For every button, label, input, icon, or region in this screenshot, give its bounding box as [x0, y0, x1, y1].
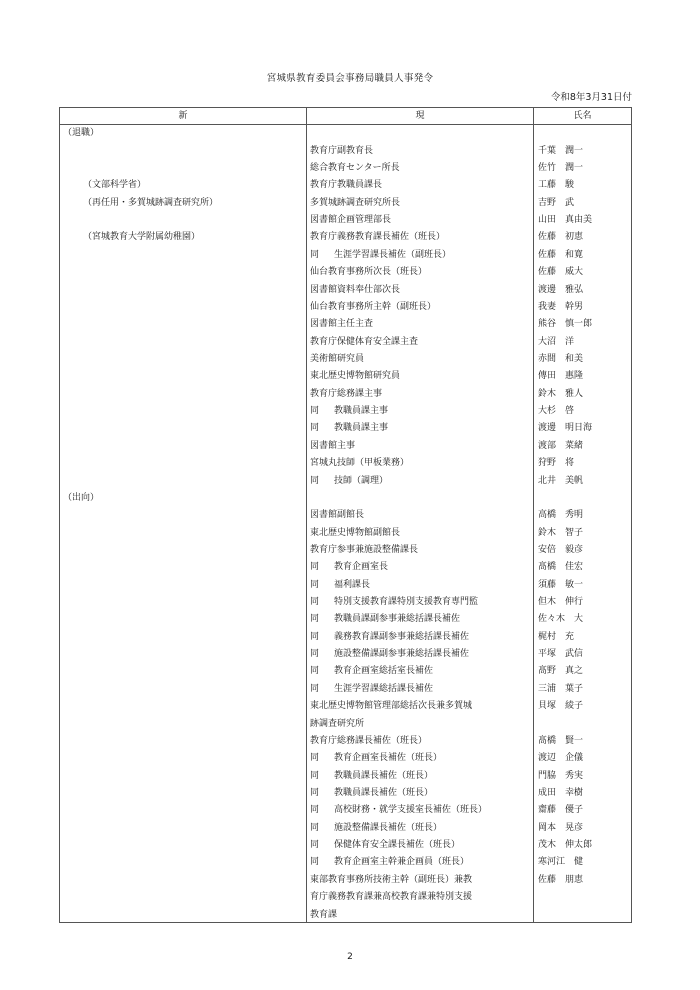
cell-person-name: 須藤 敏一	[538, 579, 584, 590]
current-position-text: 教育企画室長補佐（班長）	[334, 753, 443, 764]
table-row	[60, 143, 631, 160]
current-position-text: 図書館主任主査	[310, 319, 374, 330]
cell-current-position	[310, 802, 534, 819]
cell-current-position	[310, 611, 534, 628]
cell-current-position	[310, 438, 534, 455]
issue-date: 令和8年3月31日付	[550, 92, 632, 103]
table-row	[60, 438, 631, 455]
cell-person-name: 大沼 洋	[538, 336, 575, 347]
table-row	[60, 473, 631, 490]
table-row	[60, 177, 631, 194]
page-number: 2	[347, 952, 353, 962]
cell-current-position	[310, 247, 534, 264]
cell-person-name: 熊谷 慎一郎	[538, 319, 593, 330]
current-position-text: 高校財務・就学支援室長補佐（班長）	[334, 805, 488, 816]
cell-current-position	[310, 820, 534, 837]
current-position-text: 育庁義務教育課兼高校教育課兼特別支援	[310, 892, 473, 903]
cell-current-position	[310, 733, 534, 750]
current-position-text: 義務教育課副参事兼総括課長補佐	[334, 631, 470, 642]
header-name: 氏名	[573, 111, 592, 121]
ditto-mark: 同	[310, 840, 320, 851]
table-row	[60, 854, 631, 871]
table-row	[60, 750, 631, 767]
cell-person-name: 渡邊 明日海	[538, 423, 593, 434]
cell-person-name: 齋藤 優子	[538, 805, 584, 816]
ditto-mark: 同	[310, 805, 320, 816]
ditto-mark: 同	[310, 406, 320, 417]
cell-current-position	[310, 750, 534, 767]
table-row	[60, 820, 631, 837]
current-position-text: 多賀城跡調査研究所長	[310, 197, 401, 208]
table-row	[60, 368, 631, 385]
cell-current-position	[310, 716, 534, 733]
current-position-text: 教育課	[310, 909, 338, 920]
current-position-text: 教育企画室長	[334, 562, 389, 573]
cell-current-position	[310, 542, 534, 559]
ditto-mark: 同	[310, 475, 320, 486]
ditto-mark: 同	[310, 770, 320, 781]
cell-current-position	[310, 316, 534, 333]
cell-person-name: 佐藤 威大	[538, 267, 584, 278]
table-row	[60, 577, 631, 594]
cell-new-position: （文部科学省）	[83, 180, 147, 191]
table-row	[60, 663, 631, 680]
cell-current-position	[310, 559, 534, 576]
table-row	[60, 455, 631, 472]
cell-person-name: 工藤 駿	[538, 180, 575, 191]
cell-current-position	[310, 629, 534, 646]
cell-person-name: 赤間 和美	[538, 354, 584, 364]
table-row	[60, 264, 631, 281]
cell-person-name: 門脇 秀実	[538, 770, 584, 781]
cell-person-name: 我妻 幹男	[538, 301, 584, 312]
table-row	[60, 525, 631, 542]
current-position-text: 生涯学習課総括課長補佐	[334, 683, 434, 694]
personnel-table	[59, 107, 632, 923]
cell-person-name: 渡邊 雅弘	[538, 284, 584, 295]
cell-person-name: 北井 美帆	[538, 475, 584, 486]
cell-current-position	[310, 334, 534, 351]
cell-person-name: 傳田 惠隆	[538, 371, 584, 382]
cell-person-name: 渡部 菜緒	[538, 440, 584, 451]
document-title: 宮城県教育委員会事務局職員人事発令	[266, 73, 434, 84]
cell-person-name: 山田 真由美	[538, 215, 593, 226]
cell-current-position	[310, 403, 534, 420]
ditto-mark: 同	[310, 249, 320, 260]
cell-current-position	[310, 455, 534, 472]
cell-current-position	[310, 229, 534, 246]
current-position-text: 保健体育安全課長補佐（班長）	[334, 840, 461, 851]
current-position-text: 図書館副館長	[310, 510, 365, 521]
cell-person-name: 狩野 将	[538, 458, 575, 469]
cell-current-position	[310, 177, 534, 194]
ditto-mark: 同	[310, 666, 320, 677]
ditto-mark: 同	[310, 579, 320, 590]
table-row	[60, 247, 631, 264]
cell-person-name: 三浦 葉子	[538, 683, 584, 694]
cell-person-name: 吉野 武	[538, 197, 575, 208]
cell-current-position	[310, 594, 534, 611]
current-position-text: 福利課長	[334, 579, 371, 590]
table-row	[60, 282, 631, 299]
table-row	[60, 785, 631, 802]
cell-new-position: （宮城教育大学附属幼稚園）	[83, 232, 201, 243]
current-position-text: 教育庁総務課主事	[310, 388, 383, 399]
cell-person-name: 平塚 武信	[538, 649, 584, 660]
current-position-text: 図書館主事	[310, 440, 356, 451]
table-row	[60, 542, 631, 559]
current-position-text: 技師（調理）	[334, 475, 389, 486]
current-position-text: 仙台教育事務所主幹（副班長）	[310, 301, 437, 312]
cell-person-name: 髙橋 佳宏	[538, 562, 584, 573]
table-header	[60, 108, 631, 125]
current-position-text: 教育庁総務課長補佐（班長）	[310, 735, 428, 746]
cell-person-name: 鈴木 智子	[538, 527, 584, 538]
table-row	[60, 351, 631, 368]
header-current: 現	[415, 111, 425, 121]
cell-current-position	[310, 507, 534, 524]
cell-person-name: 髙野 真之	[538, 666, 584, 677]
table-row	[60, 490, 631, 507]
cell-person-name: 髙橋 賢一	[538, 735, 584, 746]
cell-current-position	[310, 386, 534, 403]
table-row	[60, 837, 631, 854]
current-position-text: 教育庁教職員課長	[310, 180, 383, 191]
cell-current-position	[310, 264, 534, 281]
cell-new-position: （出向）	[63, 492, 100, 503]
current-position-text: 総合教育センター所長	[310, 163, 400, 174]
table-row	[60, 646, 631, 663]
current-position-text: 施設整備課副参事兼総括課長補佐	[334, 649, 470, 660]
current-position-text: 施設整備課長補佐（班長）	[334, 822, 443, 833]
ditto-mark: 同	[310, 614, 320, 625]
cell-current-position	[310, 663, 534, 680]
cell-person-name: 茂木 伸太郎	[538, 840, 593, 851]
cell-person-name: 岡本 晃彦	[538, 822, 584, 833]
table-row	[60, 507, 631, 524]
cell-person-name: 佐竹 潤一	[538, 163, 584, 174]
table-row	[60, 802, 631, 819]
cell-person-name: 佐藤 初恵	[538, 232, 584, 243]
cell-current-position	[310, 872, 534, 889]
current-position-text: 図書館企画管理部長	[310, 215, 392, 226]
table-row	[60, 594, 631, 611]
cell-current-position	[310, 698, 534, 715]
current-position-text: 美術館研究員	[310, 354, 365, 364]
cell-person-name: 高橋 秀明	[538, 510, 584, 521]
table-row	[60, 420, 631, 437]
table-row	[60, 733, 631, 750]
table-row	[60, 768, 631, 785]
current-position-text: 教育庁参事兼施設整備課長	[310, 544, 419, 555]
cell-person-name: 梶村 充	[538, 631, 575, 642]
cell-current-position	[310, 160, 534, 177]
table-row	[60, 698, 631, 715]
cell-person-name: 佐々木 大	[538, 614, 584, 625]
ditto-mark: 同	[310, 597, 320, 608]
table-row	[60, 889, 631, 906]
current-position-text: 教職員課長補佐（班長）	[334, 788, 434, 798]
table-row	[60, 160, 631, 177]
ditto-mark: 同	[310, 753, 320, 764]
current-position-text: 仙台教育事務所次長（班長）	[310, 267, 428, 278]
current-position-text: 教職員課長補佐（班長）	[334, 770, 434, 781]
cell-current-position	[310, 837, 534, 854]
current-position-text: 生涯学習課長補佐（副班長）	[334, 249, 452, 260]
cell-current-position	[310, 768, 534, 785]
ditto-mark: 同	[310, 423, 320, 434]
current-position-text: 教職員課副参事兼総括課長補佐	[334, 614, 461, 625]
table-row	[60, 872, 631, 889]
cell-person-name: 千葉 潤一	[538, 145, 584, 156]
table-row	[60, 334, 631, 351]
cell-current-position	[310, 282, 534, 299]
current-position-text: 教育庁義務教育課長補佐（班長）	[310, 232, 446, 243]
current-position-text: 特別支援教育課特別支援教育専門監	[334, 597, 479, 608]
ditto-mark: 同	[310, 857, 320, 868]
cell-person-name: 寒河江 健	[538, 857, 584, 868]
cell-current-position	[310, 368, 534, 385]
table-row	[60, 559, 631, 576]
ditto-mark: 同	[310, 649, 320, 660]
current-position-text: 東北歴史博物館管理部総括次長兼多賀城	[310, 701, 473, 712]
table-row	[60, 212, 631, 229]
cell-person-name: 鈴木 雅人	[538, 388, 584, 399]
table-row	[60, 681, 631, 698]
cell-current-position	[310, 525, 534, 542]
table-row	[60, 403, 631, 420]
current-position-text: 教育企画室総括室長補佐	[334, 666, 434, 677]
table-row	[60, 299, 631, 316]
current-position-text: 教育庁保健体育安全課主査	[310, 336, 419, 347]
table-row	[60, 316, 631, 333]
cell-current-position	[310, 646, 534, 663]
table-row	[60, 629, 631, 646]
cell-current-position	[310, 473, 534, 490]
cell-person-name: 渡辺 企儀	[538, 753, 584, 764]
cell-current-position	[310, 299, 534, 316]
cell-person-name: 貝塚 綾子	[538, 701, 584, 712]
current-position-text: 教職員課主事	[334, 423, 389, 434]
table-row	[60, 229, 631, 246]
ditto-mark: 同	[310, 683, 320, 694]
cell-current-position	[310, 351, 534, 368]
cell-current-position	[310, 889, 534, 906]
table-row	[60, 611, 631, 628]
ditto-mark: 同	[310, 631, 320, 642]
current-position-text: 跡調査研究所	[310, 718, 365, 729]
current-position-text: 東北歴史博物館副館長	[310, 527, 401, 538]
cell-person-name: 大杉 啓	[538, 406, 575, 417]
table-row	[60, 907, 631, 924]
table-row	[60, 195, 631, 212]
table-row	[60, 386, 631, 403]
current-position-text: 教職員課主事	[334, 406, 389, 417]
cell-person-name: 安倍 毅彦	[538, 544, 584, 555]
cell-new-position: （退職）	[63, 128, 100, 139]
cell-current-position	[310, 907, 534, 924]
cell-current-position	[310, 785, 534, 802]
current-position-text: 教育企画室主幹兼企画員（班長）	[334, 857, 470, 868]
current-position-text: 東北歴史博物館研究員	[310, 371, 401, 382]
cell-person-name: 佐藤 和寛	[538, 249, 584, 260]
table-row	[60, 716, 631, 733]
cell-current-position	[310, 681, 534, 698]
cell-person-name: 但木 伸行	[538, 597, 584, 608]
header-new: 新	[178, 111, 188, 121]
cell-current-position	[310, 143, 534, 160]
cell-person-name: 成田 幸樹	[538, 788, 584, 798]
cell-person-name: 佐藤 朋恵	[538, 874, 584, 885]
ditto-mark: 同	[310, 822, 320, 833]
cell-current-position	[310, 212, 534, 229]
cell-current-position	[310, 195, 534, 212]
current-position-text: 東部教育事務所技術主幹（副班長）兼教	[310, 874, 473, 885]
cell-current-position	[310, 854, 534, 871]
current-position-text: 宮城丸技師（甲板業務）	[310, 458, 410, 469]
cell-new-position: （再任用・多賀城跡調査研究所）	[83, 197, 219, 208]
cell-current-position	[310, 420, 534, 437]
cell-current-position	[310, 577, 534, 594]
ditto-mark: 同	[310, 788, 320, 798]
table-row	[60, 125, 631, 142]
current-position-text: 図書館資料奉仕部次長	[310, 284, 401, 295]
ditto-mark: 同	[310, 562, 320, 573]
current-position-text: 教育庁副教育長	[310, 145, 374, 156]
